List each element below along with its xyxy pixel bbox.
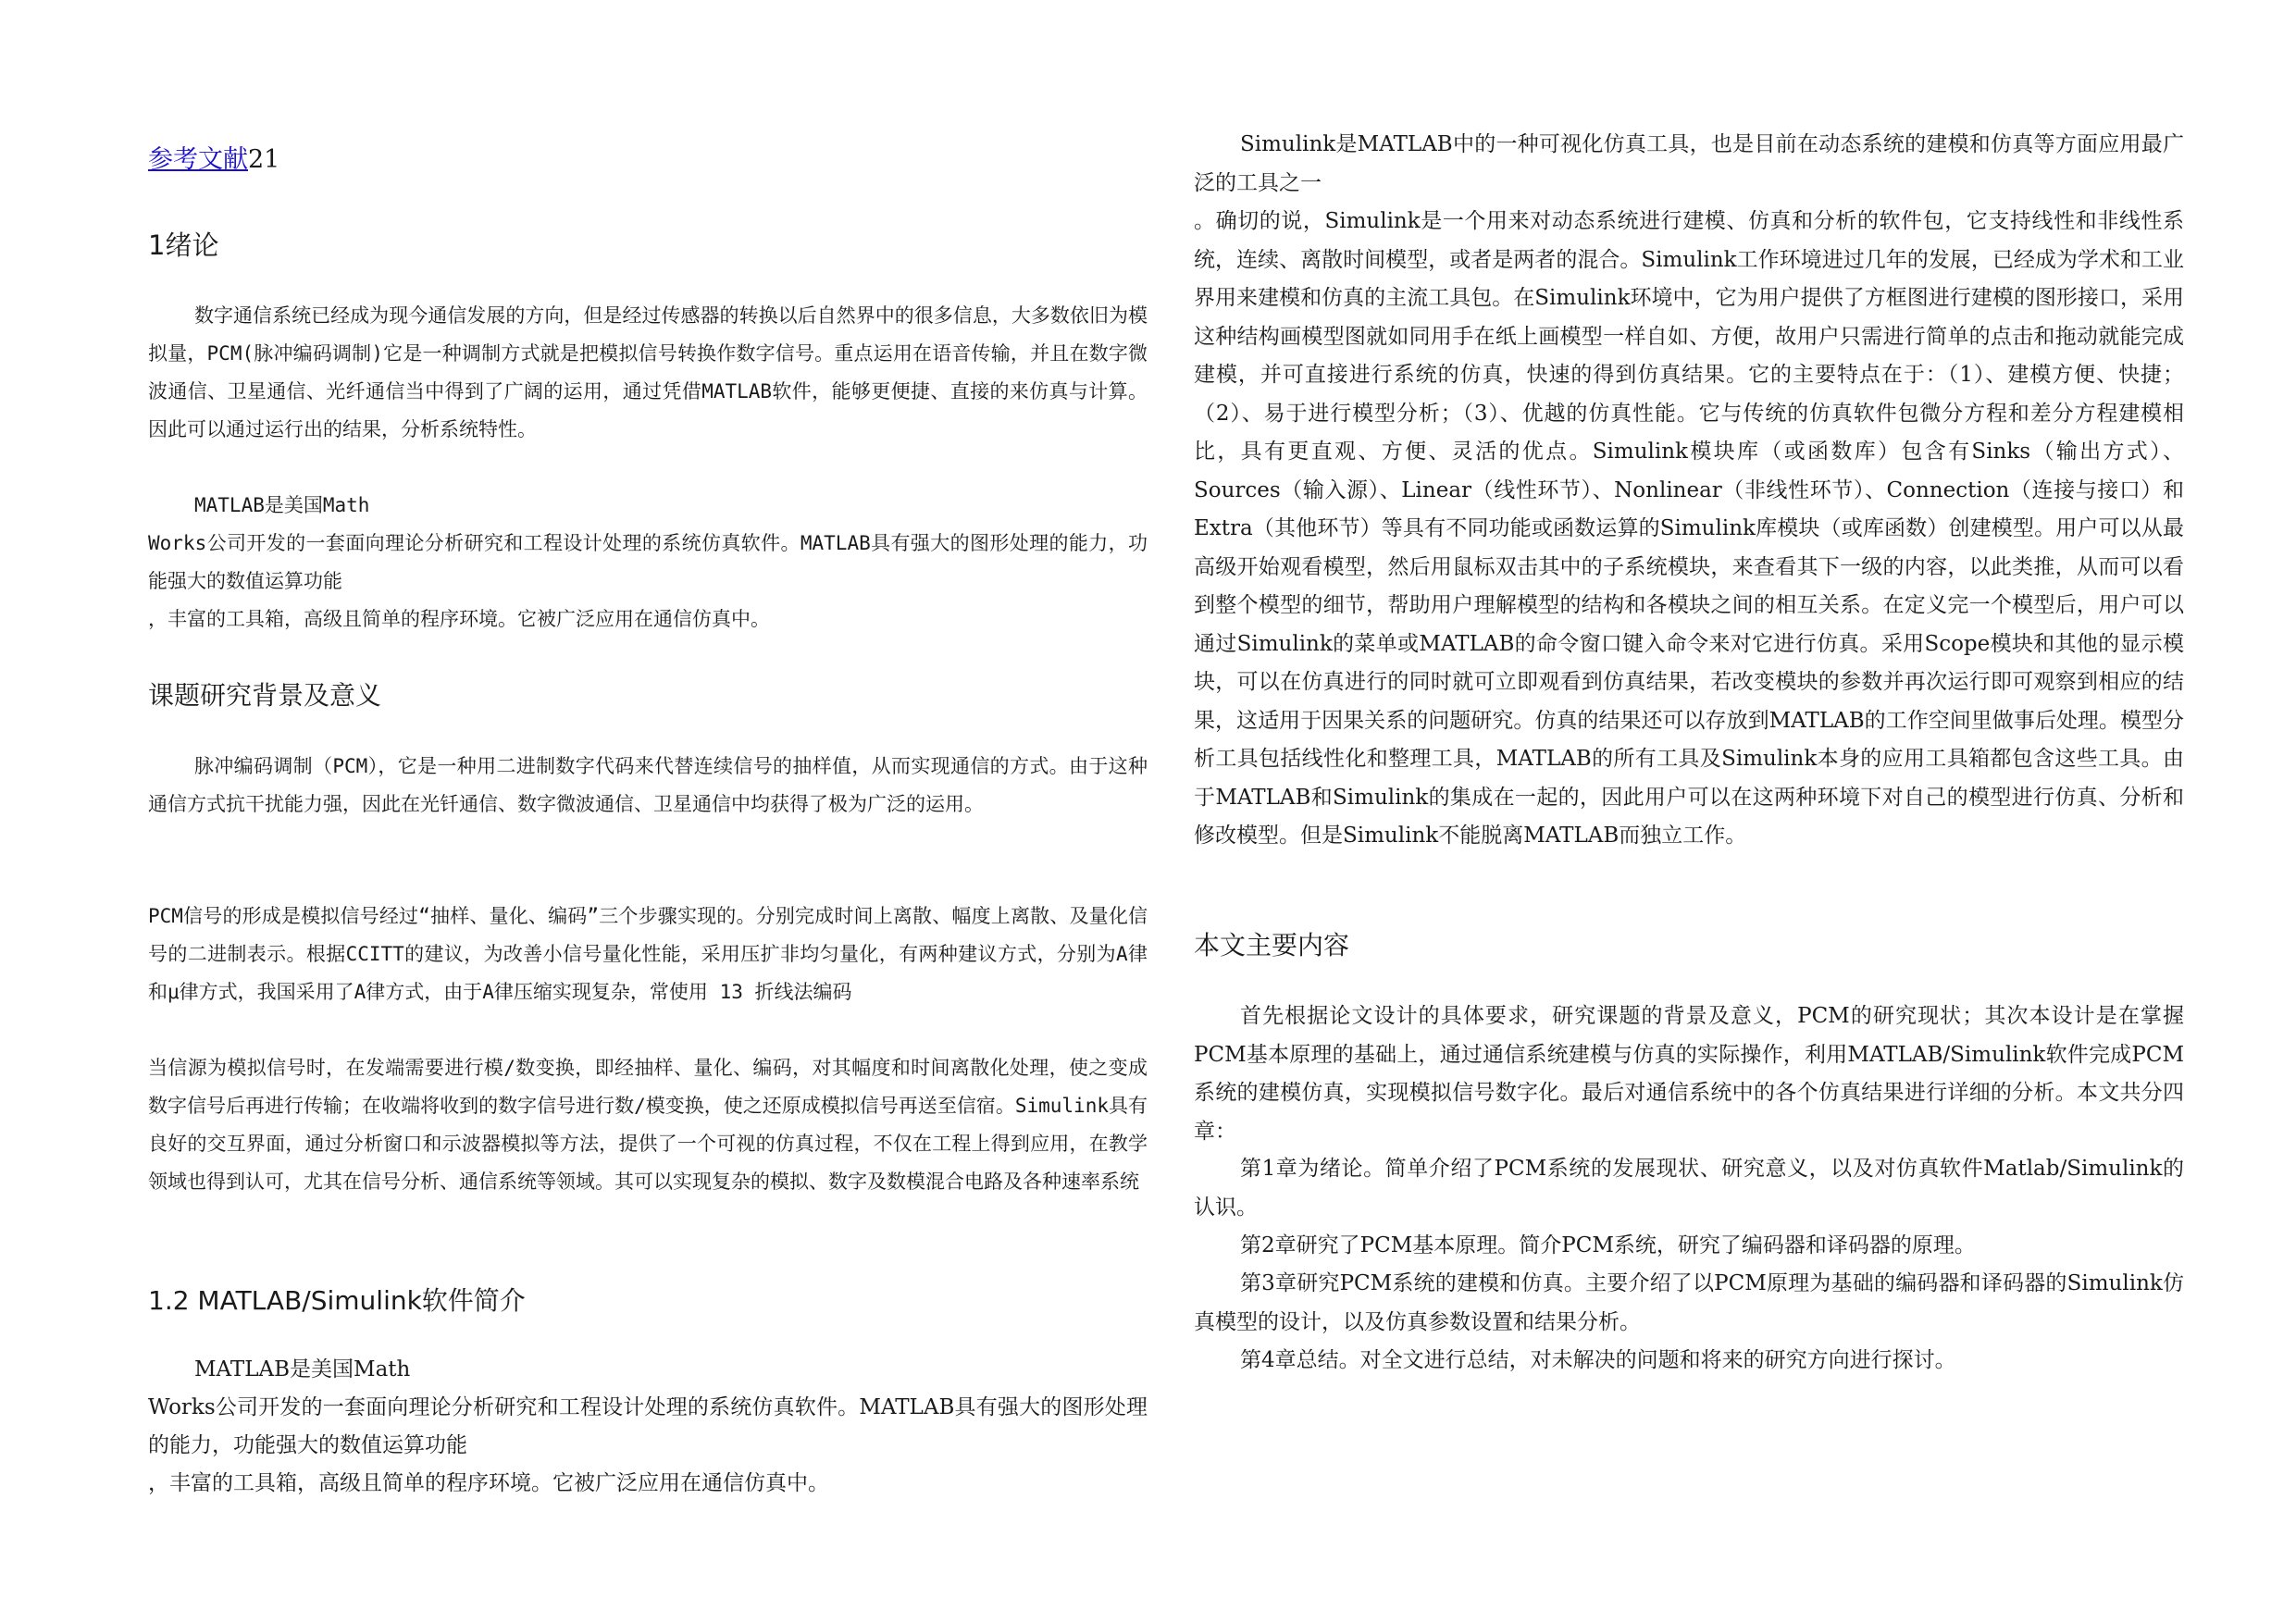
section-title-matlab-simulink: 1.2 MATLAB/Simulink软件简介 bbox=[148, 1285, 526, 1316]
toc-link-references[interactable]: 参考文献 bbox=[148, 145, 248, 174]
chapter-summary-3: 第3章研究PCM系统的建模和仿真。主要介绍了以PCM原理为基础的编码器和译码器的Simulink仿真模型的设计，以及仿真参数设置和结果分析。 bbox=[1194, 1271, 2184, 1334]
paragraph-signal-conversion: 当信源为模拟信号时，在发端需要进行模/数变换，即经抽样、量化、编码，对其幅度和时间离散化处理，使之变成数字信号后再进行传输；在收端将收到的数字信号进行数/模变换，使之还原成模拟信号再送至信宿。Simulink具有良好的交互界面，通过分析窗口和示波器模拟等方法，提供了一个可视的仿真过程，不仅在工程上得到应用，在教学领域也得到认可，尤其在信号分析、通信系统等领域。其可以实现复杂的模拟、数字及数模混合电路及各种速率系统 bbox=[148, 1057, 1148, 1193]
toc-page-number: 21 bbox=[248, 145, 280, 174]
chapter-summary-4: 第4章总结。对全文进行总结，对未解决的问题和将来的研究方向进行探讨。 bbox=[1240, 1348, 1956, 1372]
paragraph-simulink-detail: 。确切的说，Simulink是一个用来对动态系统进行建模、仿真和分析的软件包，它支持线性和非线性系统，连续、离散时间模型，或者是两者的混合。Simulink工作环境进过几年的发展，已经成为学术和工业界用来建模和仿真的主流工具包。在Simulink环境中，它为用户提供了方框图进行建模的图形接口，采用这种结构画模型图就如同用手在纸上画模型一样自如、方便，故用户只需进行简单的点击和拖动就能完成建模，并可直接进行系统的仿真，快速的得到仿真结果。它的主要特点在于：（1）、建模方便、快捷；（2）、易于进行模型分析；（3）、优越的仿真性能。它与传统的仿真软件包微分方程和差分方程建模相比，具有更直观、方便、灵活的优点。Simulink模块库（或函数库）包含有Sinks（输出方式）、Sources（输入源）、Linear（线性环节）、Nonlinear（非线性环节）、Connection（连接与接口）和Extra（其他环节）等具有不同功能或函数运算的Simulink库模块（或库函数）创建模型。用户可以从最高级开始观看模型，然后用鼠标双击其中的子系统模块，来查看其下一级的内容，以此类推，从而可以看到整个模型的细节，帮助用户理解模型的结构和各模块之间的相互关系。在定义完一个模型后，用户可以通过Simulink的菜单或MATLAB的命令窗口键入命令来对它进行仿真。采用Scope模块和其他的显示模块，可以在仿真进行的同时就可立即观看到仿真结果，若改变模块的参数并再次运行即可观察到相应的结果，这适用于因果关系的问题研究。仿真的结果还可以存放到MATLAB的工作空间里做事后处理。模型分析工具包括线性化和整理工具，MATLAB的所有工具及Simulink本身的应用工具箱都包含这些工具。由于MATLAB和Simulink的集成在一起的，因此用户可以在这两种环境下对自己的模型进行仿真、分析和修改模型。但是Simulink不能脱离MATLAB而独立工作。 bbox=[1194, 209, 2184, 848]
paragraph-matlab-intro-line1: MATLAB是美国Math bbox=[194, 1357, 411, 1381]
paragraph-main-content: 首先根据论文设计的具体要求，研究课题的背景及意义，PCM的研究现状；其次本设计是在掌握PCM基本原理的基础上，通过通信系统建模与仿真的实际操作，利用MATLAB/Simulink软件完成PCM系统的建模仿真，实现模拟信号数字化。最后对通信系统中的各个仿真结果进行详细的分析。本文共分四章： bbox=[1194, 1004, 2184, 1144]
chapter-summary-1: 第1章为绪论。简单介绍了PCM系统的发展现状、研究意义，以及对仿真软件Matlab/Simulink的认识。 bbox=[1194, 1157, 2184, 1220]
section-title-main-content: 本文主要内容 bbox=[1194, 930, 1350, 960]
chapter-summary-2: 第2章研究了PCM基本原理。简介PCM系统，研究了编码器和译码器的原理。 bbox=[1240, 1233, 1976, 1258]
paragraph-simulink-intro: Simulink是MATLAB中的一种可视化仿真工具，也是目前在动态系统的建模和仿真等方面应用最广泛的工具之一 bbox=[1194, 132, 2184, 195]
paragraph-matlab-line2: Works公司开发的一套面向理论分析研究和工程设计处理的系统仿真软件。MATLAB具有强大的图形处理的能力，功能强大的数值运算功能 bbox=[148, 532, 1148, 592]
section-title-background: 课题研究背景及意义 bbox=[148, 680, 382, 711]
paragraph-matlab-intro-line3: ，丰富的工具箱，高级且简单的程序环境。它被广泛应用在通信仿真中。 bbox=[148, 1471, 829, 1495]
toc-entry-references bbox=[148, 139, 279, 175]
paragraph-pcm-definition: 脉冲编码调制（PCM），它是一种用二进制数字代码来代替连续信号的抽样值，从而实现通信的方式。由于这种通信方式抗干扰能力强，因此在光钎通信、数字微波通信、卫星通信中均获得了极为广泛的运用。 bbox=[148, 755, 1148, 815]
chapter-title: 1绪论 bbox=[148, 229, 219, 261]
paragraph-matlab-intro-line2: Works公司开发的一套面向理论分析研究和工程设计处理的系统仿真软件。MATLAB具有强大的图形处理的能力，功能强大的数值运算功能 bbox=[148, 1395, 1148, 1457]
paragraph-intro: 数字通信系统已经成为现今通信发展的方向，但是经过传感器的转换以后自然界中的很多信息，大多数依旧为模拟量，PCM(脉冲编码调制)它是一种调制方式就是把模拟信号转换作数字信号。重点运用在语音传输，并且在数字微波通信、卫星通信、光纤通信当中得到了广阔的运用，通过凭借MATLAB软件，能够更便捷、直接的来仿真与计算。因此可以通过运行出的结果，分析系统特性。 bbox=[148, 304, 1148, 440]
paragraph-pcm-formation: PCM信号的形成是模拟信号经过“抽样、量化、编码”三个步骤实现的。分别完成时间上离散、幅度上离散、及量化信号的二进制表示。根据CCITT的建议，为改善小信号量化性能，采用压扩非均匀量化，有两种建议方式，分别为A律和μ律方式，我国采用了A律方式，由于A律压缩实现复杂，常使用 13 折线法编码 bbox=[148, 905, 1148, 1003]
paragraph-matlab-line3: ，丰富的工具箱，高级且简单的程序环境。它被广泛应用在通信仿真中。 bbox=[148, 608, 770, 630]
paragraph-matlab-line1: MATLAB是美国Math bbox=[194, 494, 370, 516]
